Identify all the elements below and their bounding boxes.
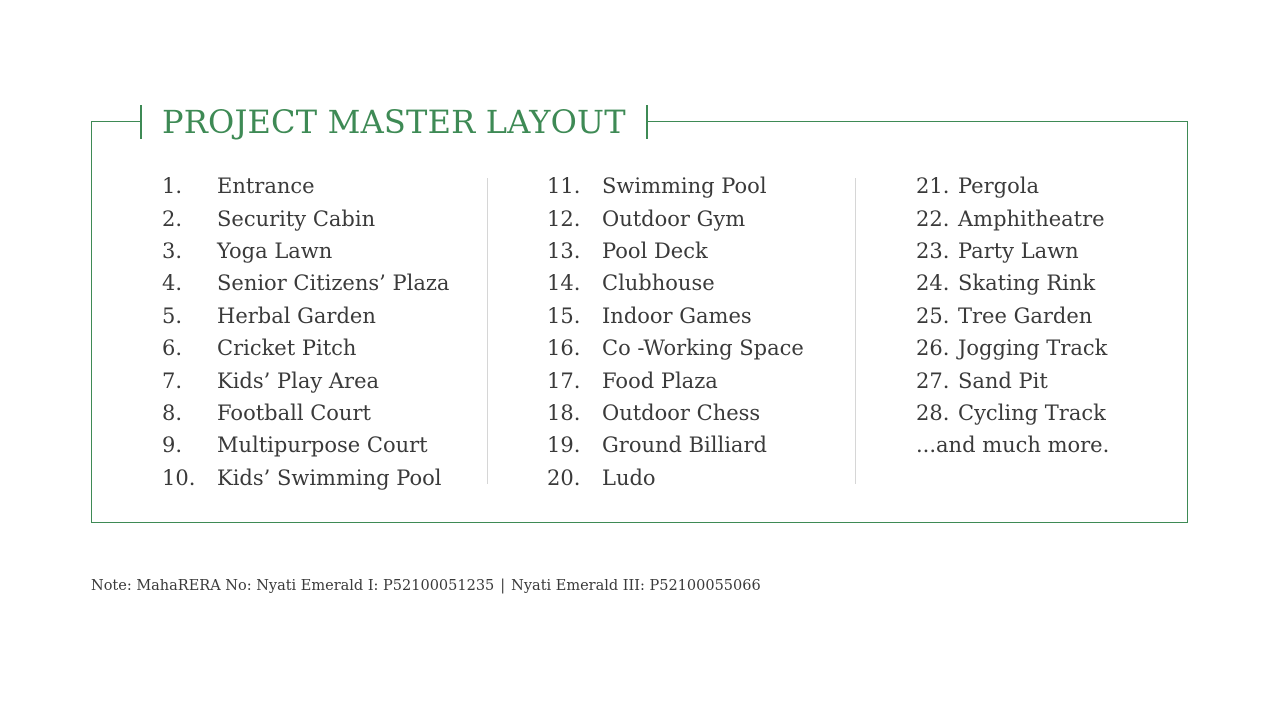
item-number: 9. [162, 433, 183, 458]
item-label: Football Court [217, 400, 371, 425]
item-number: 1. [162, 174, 183, 199]
item-label: Entrance [217, 174, 315, 199]
item-label: Indoor Games [602, 303, 752, 328]
item-label: Tree Garden [958, 303, 1093, 328]
item-label: Kids’ Swimming Pool [217, 465, 442, 490]
list-item [547, 202, 804, 234]
list-item [916, 202, 1109, 234]
column-divider [487, 178, 488, 484]
item-label: Clubhouse [602, 271, 715, 296]
item-number: 23. [916, 238, 950, 263]
item-number: 16. [547, 336, 581, 361]
rera-note [91, 578, 761, 594]
item-label: Skating Rink [958, 271, 1096, 296]
item-label: Party Lawn [958, 238, 1079, 263]
list-item [916, 267, 1109, 299]
item-number: 12. [547, 206, 581, 231]
item-number: 10. [162, 465, 196, 490]
item-number: 8. [162, 400, 183, 425]
list-item [916, 397, 1109, 429]
item-number: 26. [916, 336, 950, 361]
list-item [162, 332, 449, 364]
list-item [916, 364, 1109, 396]
item-number: 2. [162, 206, 183, 231]
item-number: 15. [547, 303, 581, 328]
list-item [162, 202, 449, 234]
amenity-column-1 [162, 170, 449, 494]
item-label: Food Plaza [602, 368, 718, 393]
item-number: 5. [162, 303, 183, 328]
item-number: 20. [547, 465, 581, 490]
list-item [547, 364, 804, 396]
item-number: 21. [916, 174, 950, 199]
list-item [916, 235, 1109, 267]
item-label: Herbal Garden [217, 303, 376, 328]
note-separator: | [500, 578, 506, 594]
list-item [547, 267, 804, 299]
item-number: 22. [916, 206, 950, 231]
list-item [547, 235, 804, 267]
list-item [916, 332, 1109, 364]
list-item [162, 235, 449, 267]
title-right-bar [646, 105, 648, 139]
item-label: Cycling Track [958, 400, 1106, 425]
item-label: Cricket Pitch [217, 336, 357, 361]
item-number: 4. [162, 271, 183, 296]
item-label: Pergola [958, 174, 1039, 199]
list-item [547, 462, 804, 494]
amenity-column-3 [916, 170, 1109, 462]
list-item [162, 429, 449, 461]
item-label: Senior Citizens’ Plaza [217, 271, 450, 296]
item-number: 7. [162, 368, 183, 393]
item-label: Ludo [602, 465, 656, 490]
list-item [916, 300, 1109, 332]
item-number: 17. [547, 368, 581, 393]
list-item [547, 300, 804, 332]
item-label: Outdoor Gym [602, 206, 746, 231]
list-item [162, 364, 449, 396]
more-text: ...and much more. [916, 433, 1110, 458]
item-label: Sand Pit [958, 368, 1048, 393]
item-label: Swimming Pool [602, 174, 767, 199]
note-suffix: Nyati Emerald III: P52100055066 [511, 578, 761, 594]
note-prefix: Note: MahaRERA No: Nyati Emerald I: P52100051235 [91, 578, 495, 594]
item-label: Kids’ Play Area [217, 368, 380, 393]
item-label: Outdoor Chess [602, 400, 761, 425]
list-item [162, 267, 449, 299]
item-number: 24. [916, 271, 950, 296]
item-label: Co -Working Space [602, 336, 804, 361]
list-item [162, 170, 449, 202]
item-label: Jogging Track [958, 336, 1108, 361]
item-label: Amphitheatre [958, 206, 1105, 231]
item-label: Ground Billiard [602, 433, 767, 458]
title-block [140, 100, 648, 144]
item-label: Pool Deck [602, 238, 708, 263]
amenity-column-2 [547, 170, 804, 494]
list-item [162, 300, 449, 332]
item-number: 14. [547, 271, 581, 296]
item-label: Multipurpose Court [217, 433, 428, 458]
list-item [916, 170, 1109, 202]
list-item [162, 397, 449, 429]
item-number: 3. [162, 238, 183, 263]
item-number: 28. [916, 400, 950, 425]
item-label: Yoga Lawn [217, 238, 333, 263]
item-number: 6. [162, 336, 183, 361]
item-number: 27. [916, 368, 950, 393]
column-divider [855, 178, 856, 484]
item-label: Security Cabin [217, 206, 376, 231]
item-number: 13. [547, 238, 581, 263]
item-number: 25. [916, 303, 950, 328]
list-item [547, 170, 804, 202]
item-number: 11. [547, 174, 581, 199]
list-item [162, 462, 449, 494]
list-item [547, 397, 804, 429]
item-number: 19. [547, 433, 581, 458]
list-item [547, 332, 804, 364]
item-number: 18. [547, 400, 581, 425]
list-item [547, 429, 804, 461]
page-title: PROJECT MASTER LAYOUT [162, 103, 626, 141]
